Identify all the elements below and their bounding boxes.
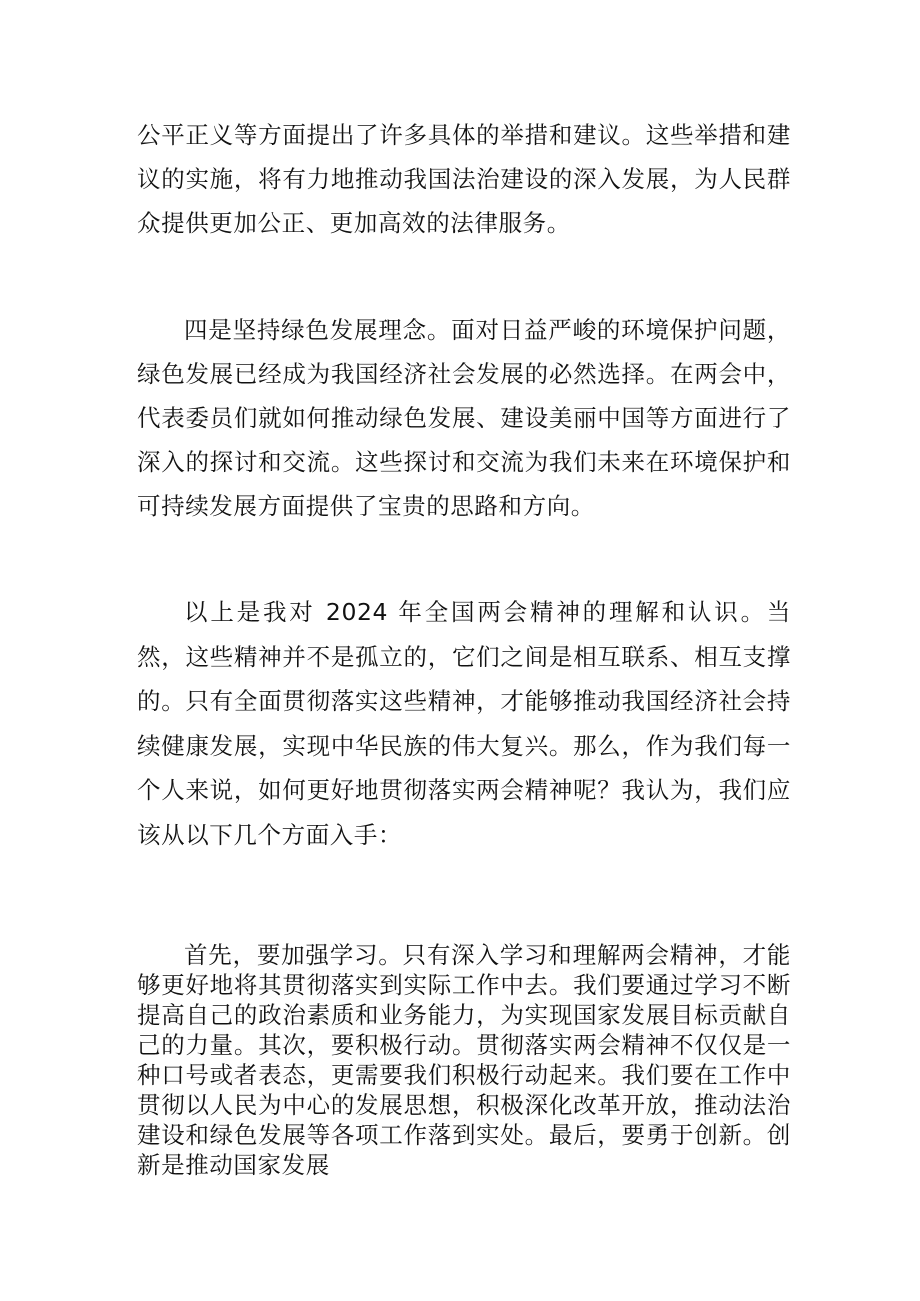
- paragraph-rule-of-law-continuation: 公平正义等方面提出了许多具体的举措和建议。这些举措和建议的实施，将有力地推动我国法治建设的深入发展，为人民群众提供更加公正、更加高效的法律服务。: [137, 121, 791, 237]
- paragraph-green-development: 四是坚持绿色发展理念。面对日益严峻的环境保护问题，绿色发展已经成为我国经济社会发展的必然选择。在两会中，代表委员们就如何推动绿色发展、建设美丽中国等方面进行了深入的探讨和交流。这些探讨和交流为我们未来在环境保护和可持续发展方面提供了宝贵的思路和方向。: [137, 316, 791, 520]
- paragraph-implementation-steps: 首先，要加强学习。只有深入学习和理解两会精神，才能够更好地将其贯彻落实到实际工作中去。我们要通过学习不断提高自己的政治素质和业务能力，为实现国家发展目标贡献自己的力量。其次，要积极行动。贯彻落实两会精神不仅仅是一种口号或者表态，更需要我们积极行动起来。我们要在工作中贯彻以人民为中心的发展思想，积极深化改革开放，推动法治建设和绿色发展等各项工作落到实处。最后，要勇于创新。创新是推动国家发展: [137, 941, 791, 1179]
- paragraph-summary-understanding: 以上是我对 2024 年全国两会精神的理解和认识。当然，这些精神并不是孤立的，它们之间是相互联系、相互支撑的。只有全面贯彻落实这些精神，才能够推动我国经济社会持续健康发展，实现中华民族的伟大复兴。那么，作为我们每一个人来说，如何更好地贯彻落实两会精神呢？我认为，我们应该从以下几个方面入手：: [137, 598, 791, 849]
